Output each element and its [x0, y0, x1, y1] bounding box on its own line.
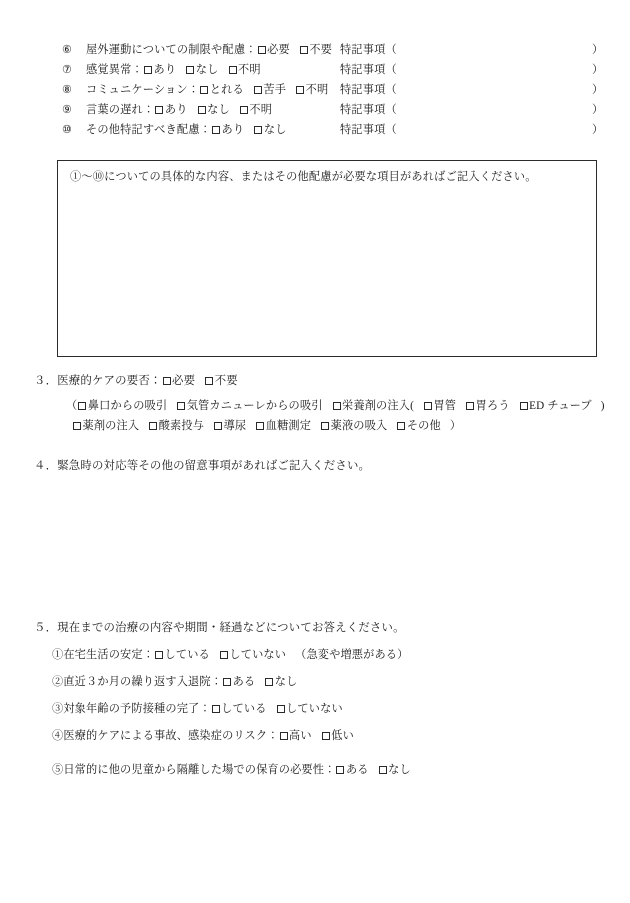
- checkbox-option[interactable]: 低い: [321, 730, 354, 742]
- item-number-7: ⑦: [62, 64, 72, 76]
- checkbox-icon[interactable]: [223, 678, 231, 686]
- checkbox-icon[interactable]: [212, 126, 220, 134]
- item-label-9: 言葉の遅れ： あり なし 不明: [86, 104, 273, 116]
- checkbox-icon[interactable]: [214, 422, 222, 430]
- checkbox-icon[interactable]: [321, 422, 329, 430]
- section-5-label: 現在までの治療の内容や期間・経過などについてお答えください。: [57, 622, 405, 634]
- checkbox-option[interactable]: 苦手: [253, 84, 286, 96]
- open-paren: （: [66, 400, 78, 412]
- checkbox-option[interactable]: あり: [211, 124, 244, 136]
- item-number-9: ⑨: [62, 104, 72, 116]
- checkbox-option-nutrition[interactable]: 栄養剤の注入(: [332, 400, 414, 412]
- checkbox-icon[interactable]: [163, 377, 171, 385]
- checkbox-option[interactable]: 薬剤の注入: [72, 420, 139, 432]
- form-row-7: [62, 62, 602, 79]
- checkbox-option[interactable]: ある: [222, 676, 255, 688]
- checkbox-icon[interactable]: [333, 402, 341, 410]
- checkbox-icon[interactable]: [322, 732, 330, 740]
- checkbox-option[interactable]: 薬液の吸入: [320, 420, 387, 432]
- checkbox-option[interactable]: していない: [276, 703, 343, 715]
- item-label-10: その他特記すべき配慮： あり なし: [86, 124, 287, 136]
- section-3-detail-line-2: [72, 418, 461, 434]
- sub-item-label: 直近３か月の繰り返す入退院：: [63, 676, 223, 688]
- checkbox-icon[interactable]: [229, 66, 237, 74]
- checkbox-option[interactable]: 胃管: [423, 400, 456, 412]
- form-row-9: [62, 102, 602, 119]
- checkbox-option[interactable]: 鼻口からの吸引: [77, 400, 167, 412]
- note-label-9: 特記事項（: [340, 104, 397, 116]
- checkbox-option[interactable]: 不要: [299, 44, 332, 56]
- checkbox-icon[interactable]: [212, 705, 220, 713]
- section-4-answer-area[interactable]: [40, 480, 590, 600]
- section-4-heading: [34, 458, 370, 474]
- item-number-8: ⑧: [62, 84, 72, 96]
- checkbox-icon[interactable]: [177, 402, 185, 410]
- section-5-heading: [34, 620, 405, 636]
- sub-item-number: ①: [52, 649, 64, 661]
- checkbox-option[interactable]: 酸素投与: [148, 420, 204, 432]
- checkbox-icon[interactable]: [280, 732, 288, 740]
- free-text-writing-area[interactable]: [59, 193, 595, 355]
- checkbox-icon[interactable]: [78, 402, 86, 410]
- note-close-8: ）: [592, 84, 604, 96]
- checkbox-icon[interactable]: [155, 651, 163, 659]
- section-5-item-4: [52, 728, 354, 744]
- checkbox-icon[interactable]: [205, 377, 213, 385]
- checkbox-option[interactable]: ED チューブ: [519, 400, 592, 412]
- checkbox-icon[interactable]: [155, 106, 163, 114]
- section-3-label: 医療的ケアの要否：: [57, 375, 162, 387]
- section-5-item-1: [52, 647, 409, 663]
- checkbox-option[interactable]: あり: [154, 104, 187, 116]
- sub-item-number: ⑤: [52, 764, 64, 776]
- note-label-8: 特記事項（: [340, 84, 397, 96]
- section-4-number: ４．: [34, 460, 58, 472]
- checkbox-icon[interactable]: [240, 106, 248, 114]
- checkbox-icon[interactable]: [254, 86, 262, 94]
- checkbox-icon[interactable]: [200, 86, 208, 94]
- checkbox-option[interactable]: なし: [253, 124, 286, 136]
- item-label-8: コミュニケーション： とれる 苦手 不明: [86, 84, 329, 96]
- item-number-6: ⑥: [62, 44, 72, 56]
- checkbox-option[interactable]: 必要: [162, 375, 196, 387]
- checkbox-option[interactable]: 必要: [257, 44, 290, 56]
- checkbox-option[interactable]: 胃ろう: [465, 400, 510, 412]
- note-close-7: ）: [592, 64, 604, 76]
- sub-item-label: 在宅生活の安定：: [63, 649, 155, 661]
- checkbox-icon[interactable]: [336, 766, 344, 774]
- checkbox-icon[interactable]: [258, 46, 266, 54]
- checkbox-icon[interactable]: [277, 705, 285, 713]
- checkbox-icon[interactable]: [256, 422, 264, 430]
- checkbox-icon[interactable]: [254, 126, 262, 134]
- checkbox-option[interactable]: なし: [264, 676, 297, 688]
- form-row-10: [62, 122, 602, 139]
- checkbox-option[interactable]: 不要: [204, 375, 238, 387]
- sub-item-number: ②: [52, 676, 64, 688]
- checkbox-option[interactable]: 導尿: [213, 420, 246, 432]
- checkbox-option[interactable]: している: [154, 649, 210, 661]
- note-close-9: ）: [592, 104, 604, 116]
- checkbox-option[interactable]: 不明: [228, 64, 261, 76]
- sub-item-number: ③: [52, 703, 64, 715]
- checkbox-icon[interactable]: [73, 422, 81, 430]
- checkbox-option[interactable]: とれる: [199, 84, 244, 96]
- free-text-box[interactable]: [57, 160, 597, 357]
- note-label-6: 特記事項（: [340, 44, 397, 56]
- nutrition-close-paren: ): [600, 400, 605, 412]
- checkbox-icon[interactable]: [466, 402, 474, 410]
- checkbox-icon[interactable]: [424, 402, 432, 410]
- checkbox-option[interactable]: なし: [185, 64, 218, 76]
- checkbox-option[interactable]: していない: [219, 649, 286, 661]
- checkbox-icon[interactable]: [186, 66, 194, 74]
- checkbox-option[interactable]: なし: [197, 104, 230, 116]
- section-5-item-2: [52, 674, 297, 690]
- checkbox-option[interactable]: ある: [335, 764, 368, 776]
- checkbox-icon[interactable]: [149, 422, 157, 430]
- note-close-10: ）: [592, 124, 604, 136]
- checkbox-option[interactable]: 不明: [239, 104, 272, 116]
- checkbox-icon[interactable]: [300, 46, 308, 54]
- section-5-number: ５．: [34, 622, 58, 634]
- checkbox-icon[interactable]: [397, 422, 405, 430]
- checkbox-option[interactable]: している: [211, 703, 267, 715]
- form-row-6: [62, 42, 602, 59]
- sub-item-label: 医療的ケアによる事故、感染症のリスク：: [63, 730, 279, 742]
- note-label-7: 特記事項（: [340, 64, 397, 76]
- sub-item-suffix: （急変や増悪がある）: [295, 649, 409, 661]
- note-label-10: 特記事項（: [340, 124, 397, 136]
- checkbox-icon[interactable]: [296, 86, 304, 94]
- item-label-7: 感覚異常： あり なし 不明: [86, 64, 261, 76]
- checkbox-option[interactable]: なし: [378, 764, 411, 776]
- sub-item-label: 対象年齢の予防接種の完了：: [63, 703, 211, 715]
- section-5-item-5: [52, 762, 411, 778]
- section-3-number: ３．: [34, 375, 58, 387]
- checkbox-option[interactable]: 血糖測定: [255, 420, 311, 432]
- checkbox-option[interactable]: あり: [143, 64, 176, 76]
- checkbox-icon[interactable]: [220, 651, 228, 659]
- checkbox-option[interactable]: 高い: [279, 730, 312, 742]
- free-text-prompt: ①～⑩についての具体的な内容、またはその他配慮が必要な項目があればご記入ください。: [70, 171, 537, 183]
- item-label-6: 屋外運動についての制限や配慮： 必要 不要: [86, 44, 333, 56]
- section-5-item-3: [52, 701, 343, 717]
- detail-close-paren: ）: [449, 420, 462, 432]
- sub-item-number: ④: [52, 730, 64, 742]
- checkbox-icon[interactable]: [144, 66, 152, 74]
- note-close-6: ）: [592, 44, 604, 56]
- checkbox-icon[interactable]: [198, 106, 206, 114]
- section-3-detail-line-1: [66, 398, 605, 414]
- section-3-heading: [34, 373, 238, 389]
- section-4-label: 緊急時の対応等その他の留意事項があればご記入ください。: [57, 460, 371, 472]
- checkbox-option[interactable]: その他: [396, 420, 441, 432]
- checkbox-icon[interactable]: [520, 402, 528, 410]
- form-row-8: [62, 82, 602, 99]
- checkbox-icon[interactable]: [379, 766, 387, 774]
- checkbox-option[interactable]: 気管カニューレからの吸引: [176, 400, 322, 412]
- item-number-10: ⑩: [62, 124, 72, 136]
- checkbox-option[interactable]: 不明: [295, 84, 328, 96]
- checkbox-icon[interactable]: [265, 678, 273, 686]
- sub-item-label: 日常的に他の児童から隔離した場での保育の必要性：: [63, 764, 336, 776]
